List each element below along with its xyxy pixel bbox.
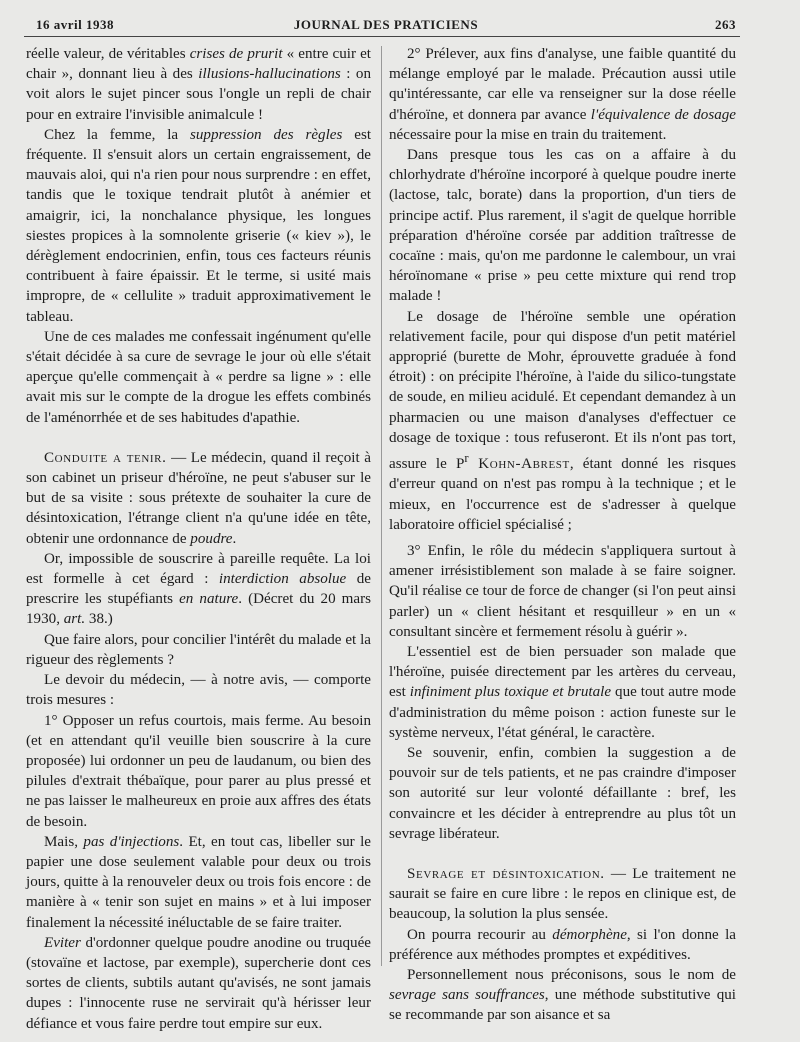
- paragraph: On pourra recourir au démorphène, si l'on donne la préférence aux méthodes promptes et expéditives.: [389, 926, 736, 963]
- paragraph: Personnellement nous préconisons, sous le nom de sevrage sans souffrances, une méthode substitutive qui se recommande par son aisance et sa: [389, 966, 736, 1024]
- paragraph: Que faire alors, pour concilier l'intérêt du malade et la rigueur des règlements ?: [26, 631, 371, 668]
- section-heading: Conduite a tenir.: [44, 449, 167, 466]
- paragraph: réelle valeur, de véritables crises de prurit « entre cuir et chair », donnant lieu à des illusions-hallucinations : on voit alors le sujet pincer sous l'ongle un repli de chair pour en extraire l'invisible animalcule !: [26, 46, 371, 123]
- right-column: [389, 44, 736, 1026]
- paragraph: Dans presque tous les cas on a affaire à du chlorhydrate d'héroïne incorporé à quelque poudre inerte (lactose, talc, borate) dans la proportion, d'un tiers de principe actif. Plus rarement, il s'agit de quelque horrible préparation d'héroïne corsée par addition traîtresse de cocaïne : mais, qu'on me pardonne le calembour, un vrai héroïnomane « prise » peu cette mixture qui rend trop malade !: [389, 147, 736, 305]
- page-number: 263: [715, 17, 736, 32]
- paragraph: Mais, pas d'injections. Et, en tout cas, libeller sur le papier une dose seulement valable pour deux ou trois jours, quitte à la renouveler deux ou trois fois encore : de manière à « tenir son sujet en mains » et à lui imposer finalement la nécessité inéluctable de se faire traiter.: [26, 833, 372, 931]
- section-sevrage: Sevrage et désintoxication. — Le traitement ne saurait se faire en cure libre : le repos en clinique est, de beaucoup, la solution la plus sensée.: [389, 865, 736, 923]
- paragraph: 3° Enfin, le rôle du médecin s'appliquera surtout à amener irrésistiblement son malade à se faire soigner. Qu'il réalise ce tour de force de changer (si l'on peut ainsi parler) un « client hésitant et resquilleur » en un « consultant sincère et fermement résolu à guérir ».: [389, 542, 737, 640]
- journal-title: JOURNAL DES PRATICIENS: [293, 17, 479, 32]
- section-heading: Sevrage et désintoxication.: [407, 865, 605, 882]
- paragraph: 1° Opposer un refus courtois, mais ferme. Au besoin (et en attendant qu'il veuille bien souscrire à la cure proposée) lui ordonner un peu de laudanum, ou bien des pilules d'extrait thébaïque, pour parer au plus pressé et ne pas laisser le malheureux en proie aux affres des états de besoin.: [26, 712, 371, 830]
- section-conduite-a-tenir: Conduite a tenir. — Le médecin, quand il reçoit à son cabinet un priseur d'héroïne, ne peut s'abuser sur le but de sa visite : sous prétexte de souhaiter la cure de désintoxication, l'étrange client n'a qu'une idée en tête, obtenir une ordonnance de poudre.: [26, 449, 371, 547]
- paragraph: Le devoir du médecin, — à notre avis, — comporte trois mesures :: [26, 672, 371, 709]
- header-rule: [24, 36, 740, 37]
- paragraph: 2° Prélever, aux fins d'analyse, une faible quantité du mélange employé par le malade. Précaution aussi utile qu'intéressante, car elle va renseigner sur la dose réelle d'héroïne, et donnera par avance l'équivalence de dosage nécessaire pour la mise en train du traitement.: [389, 46, 737, 143]
- paragraph: Le dosage de l'héroïne semble une opération relativement facile, pour qui dispose d'un petit matériel approprié (burette de Mohr, éprouvette graduée à fond étroit) : on précipite l'héroïne, à l'aide du silico-tungstate de soude, en milieu acidulé. Et cependant demandez à un pharmacien ou une maison d'analyses d'effectuer ce dosage de toxique : tous refuseront. Et ils n'ont pas tort, assure le $P^r$ Kohn-Abrest, étant donné les risques d'erreur quand on n'est pas rompu à la technique ; et le mieux, en l'occurrence est de s'adresser à quelque laboratoire officiel spécialisé ;: [389, 308, 736, 533]
- column-divider: [381, 46, 382, 966]
- paragraph: Chez la femme, la suppression des règles est fréquente. Il s'ensuit alors un certain engraissement, de mauvais aloi, qui n'a rien pour nous surprendre : en effet, tandis que le toxique tendrait plutôt à anémier et amaigrir, ici, la nonchalance physique, les longues siestes propices à la somnolente griserie (« kiev »), le dérèglement endocrinien, enfin, tous ces facteurs réunis contribuent à faire épaissir. Et le terme, si usité mais impropre, de « cellulite » traduit approximativement le tableau.: [26, 126, 372, 325]
- paragraph: L'essentiel est de bien persuader son malade que l'héroïne, puisée directement par les artères du cerveau, est infiniment plus toxique et brutale que tout autre mode d'administration du même poison : action funeste sur le système nerveux, l'état général, le caractère.: [389, 643, 736, 741]
- issue-date: 16 avril 1938: [36, 17, 114, 32]
- paragraph: Eviter d'ordonner quelque poudre anodine ou truquée (stovaïne et lactose, par exemple), supercherie dont ces sortes de clients, subtils autant qu'avisés, ne sont jamais dupes : l'innocente ruse ne servirait qu'à hérisser leur défiance et vous faire perdre tout empire sur eux.: [26, 934, 371, 1032]
- running-head: [36, 14, 736, 36]
- left-column: [26, 44, 371, 1034]
- paragraph: Une de ces malades me confessait ingénument qu'elle s'était décidée à sa cure de sevrage le jour où elle s'était aperçue qu'elle commençait à « perdre sa ligne » : elle avait mis sur le compte de la drogue les effets combinés de l'aménorrhée et de ses habitudes d'apathie.: [26, 328, 371, 426]
- paragraph: Se souvenir, enfin, combien la suggestion a de pouvoir sur de tels patients, et ne pas craindre d'imposer son autorité sur leur volonté défaillante : bref, les convaincre et les décider à entreprendre au plus tôt un sevrage libérateur.: [389, 744, 736, 842]
- paragraph: Or, impossible de souscrire à pareille requête. La loi est formelle à cet égard : interdiction absolue de prescrire les stupéfiants en nature. (Décret du 20 mars 1930, art. 38.): [26, 550, 372, 628]
